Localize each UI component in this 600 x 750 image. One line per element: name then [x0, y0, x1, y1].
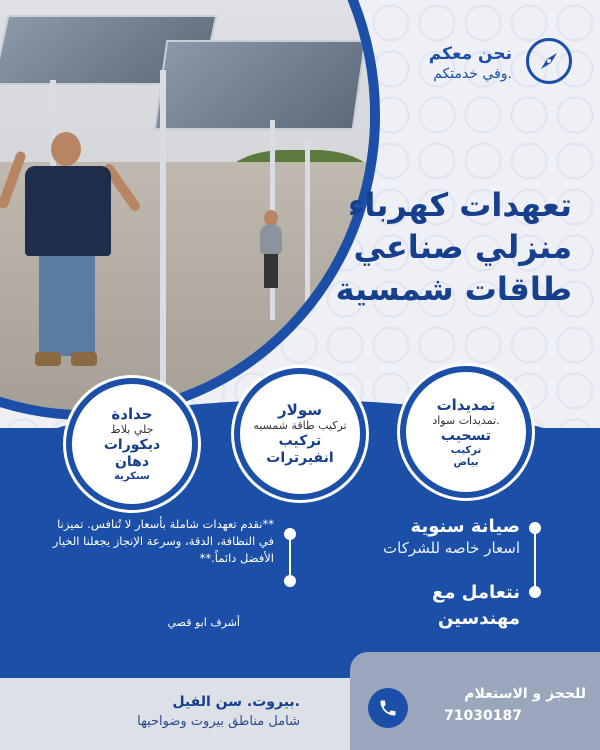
service-circle-wiring — [400, 366, 532, 498]
address — [30, 692, 300, 732]
feature-maintenance — [383, 516, 520, 558]
headline-line2: منزلي صناعي — [353, 228, 572, 266]
phone-icon[interactable] — [368, 688, 408, 728]
timeline-dot — [284, 528, 296, 540]
feature-sub: اسعار خاصه للشركات — [383, 539, 520, 557]
service-title: حدادة — [111, 405, 153, 423]
tagline-line2: وفي خدمتكم. — [433, 66, 512, 82]
headline-line1: تعهدات كهرباء — [348, 186, 572, 224]
headline-line3: طاقات شمسية — [335, 270, 572, 308]
feature-line: مهندسين — [437, 608, 520, 629]
tagline — [429, 44, 512, 82]
service-big: تسحيب — [440, 427, 492, 444]
service-circle-solar — [234, 368, 366, 500]
feature-engineers — [432, 580, 520, 632]
service-sub: تمديدات سواد. — [432, 413, 500, 427]
service-big: ديكورات — [103, 437, 161, 453]
solar-panel — [154, 40, 367, 130]
frame-post — [160, 70, 166, 390]
quote-author: أشرف ابو قصي — [167, 616, 240, 629]
headline — [312, 184, 572, 310]
service-big: انفيرترات — [266, 450, 334, 466]
timeline-dot — [529, 522, 541, 534]
service-big: تركيب — [278, 433, 322, 449]
service-big: دهان — [114, 454, 150, 470]
frame-post — [305, 140, 310, 310]
service-title: تمديدات — [436, 395, 496, 414]
address-line1: بيروت. سن الفيل. — [172, 694, 300, 710]
tagline-line1: نحن معكم — [428, 44, 512, 64]
service-title: سولار — [278, 401, 322, 419]
contact-box — [350, 652, 600, 750]
service-small: سنكرية — [114, 471, 150, 482]
service-small: تركيب — [450, 444, 482, 456]
booking-label: للحجز و الاستعلام — [464, 686, 586, 702]
compass-icon — [526, 38, 572, 84]
feature-line: نتعامل مع — [432, 582, 520, 603]
quote-text: **نقدم تعهدات شاملة بأسعار لا تُنافس. تميزنا في النظافة، الدقة، وسرعة الإنجاز يجعلنا الخيار الأفضل دائماً.** — [52, 517, 274, 565]
service-sub: تركيب طاقة شمسيه — [253, 419, 347, 432]
service-small: بياض — [453, 456, 479, 468]
address-line2: شامل مناطق بيروت وضواحيها — [137, 714, 300, 729]
timeline-dot — [284, 575, 296, 587]
feature-title: صيانة سنوية — [410, 516, 520, 537]
timeline-dot — [529, 586, 541, 598]
service-sub: جلي بلاط — [110, 423, 154, 436]
service-circle-smithing — [66, 378, 198, 510]
phone-number[interactable]: 71030187 — [444, 708, 522, 724]
